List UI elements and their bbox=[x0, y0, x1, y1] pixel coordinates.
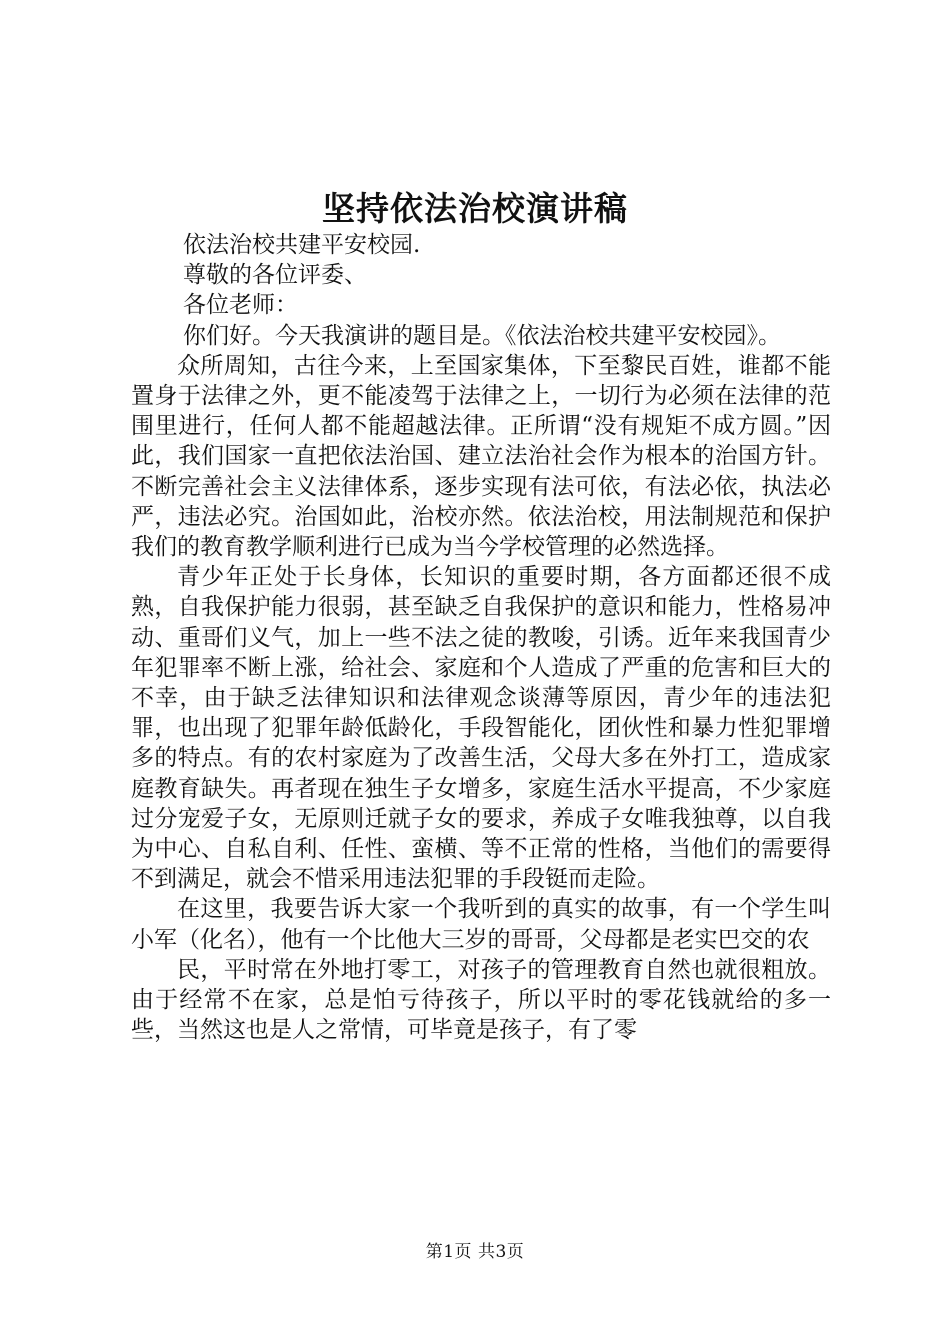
document-title: 坚持依法治校演讲稿 bbox=[322, 189, 628, 228]
paragraph-rule-of-law: 众所周知，古往今来，上至国家集体，下至黎民百姓，谁都不能置身于法律之外，更不能凌驾于法律之上，一切行为必须在法律的范围里进行，任何人都不能超越法律。正所谓“没有规矩不成方圆。”因此，我们国家一直把依法治国、建立法治社会作为根本的治国方针。不断完善社会主义法律体系，逐步实现有法可依，有法必依，执法必严，违法必究。治国如此，治校亦然。依法治校，用法制规范和保护我们的教育教学顺利进行已成为当今学校管理的必然选择。 bbox=[131, 352, 831, 561]
salutation-teachers: 各位老师： bbox=[183, 292, 298, 319]
paragraph-story-continued: 民，平时常在外地打零工，对孩子的管理教育自然也就很粗放。由于经常不在家，总是怕亏待孩子，所以平时的零花钱就给的多一些，当然这也是人之常情，可毕竟是孩子，有了零 bbox=[131, 956, 831, 1044]
paragraph-youth-crime: 青少年正处于长身体，长知识的重要时期，各方面都还很不成熟，自我保护能力很弱，甚至缺乏自我保护的意识和能力，性格易冲动、重哥们义气，加上一些不法之徒的教唆，引诱。近年来我国青少年犯罪率不断上涨，给社会、家庭和个人造成了严重的危害和巨大的不幸，由于缺乏法律知识和法律观念谈薄等原因，青少年的违法犯罪，也出现了犯罪年龄低龄化，手段智能化，团伙性和暴力性犯罪增多的特点。有的农村家庭为了改善生活，父母大多在外打工，造成家庭教育缺失。再者现在独生子女增多，家庭生活水平提高，不少家庭过分宠爱子女，无原则迁就子女的要求，养成子女唯我独尊，以自我为中心、自私自利、任性、蛮横、等不正常的性格，当他们的需要得不到满足，就会不惜采用违法犯罪的手段铤而走险。 bbox=[131, 564, 831, 893]
paragraph-greeting: 你们好。今天我演讲的题目是。《依法治校共建平安校园》。 bbox=[183, 322, 781, 349]
opening-line: 依法治校共建平安校园. bbox=[183, 232, 421, 258]
page-number-footer: 第1页 共3页 bbox=[425, 1242, 525, 1262]
document-body bbox=[131, 230, 831, 1045]
paragraph-story-start: 在这里，我要告诉大家一个我听到的真实的故事，有一个学生叫小军（化名），他有一个比他大三岁的哥哥，父母都是老实巴交的农 bbox=[131, 896, 831, 953]
salutation-judges: 尊敬的各位评委、 bbox=[183, 262, 367, 289]
